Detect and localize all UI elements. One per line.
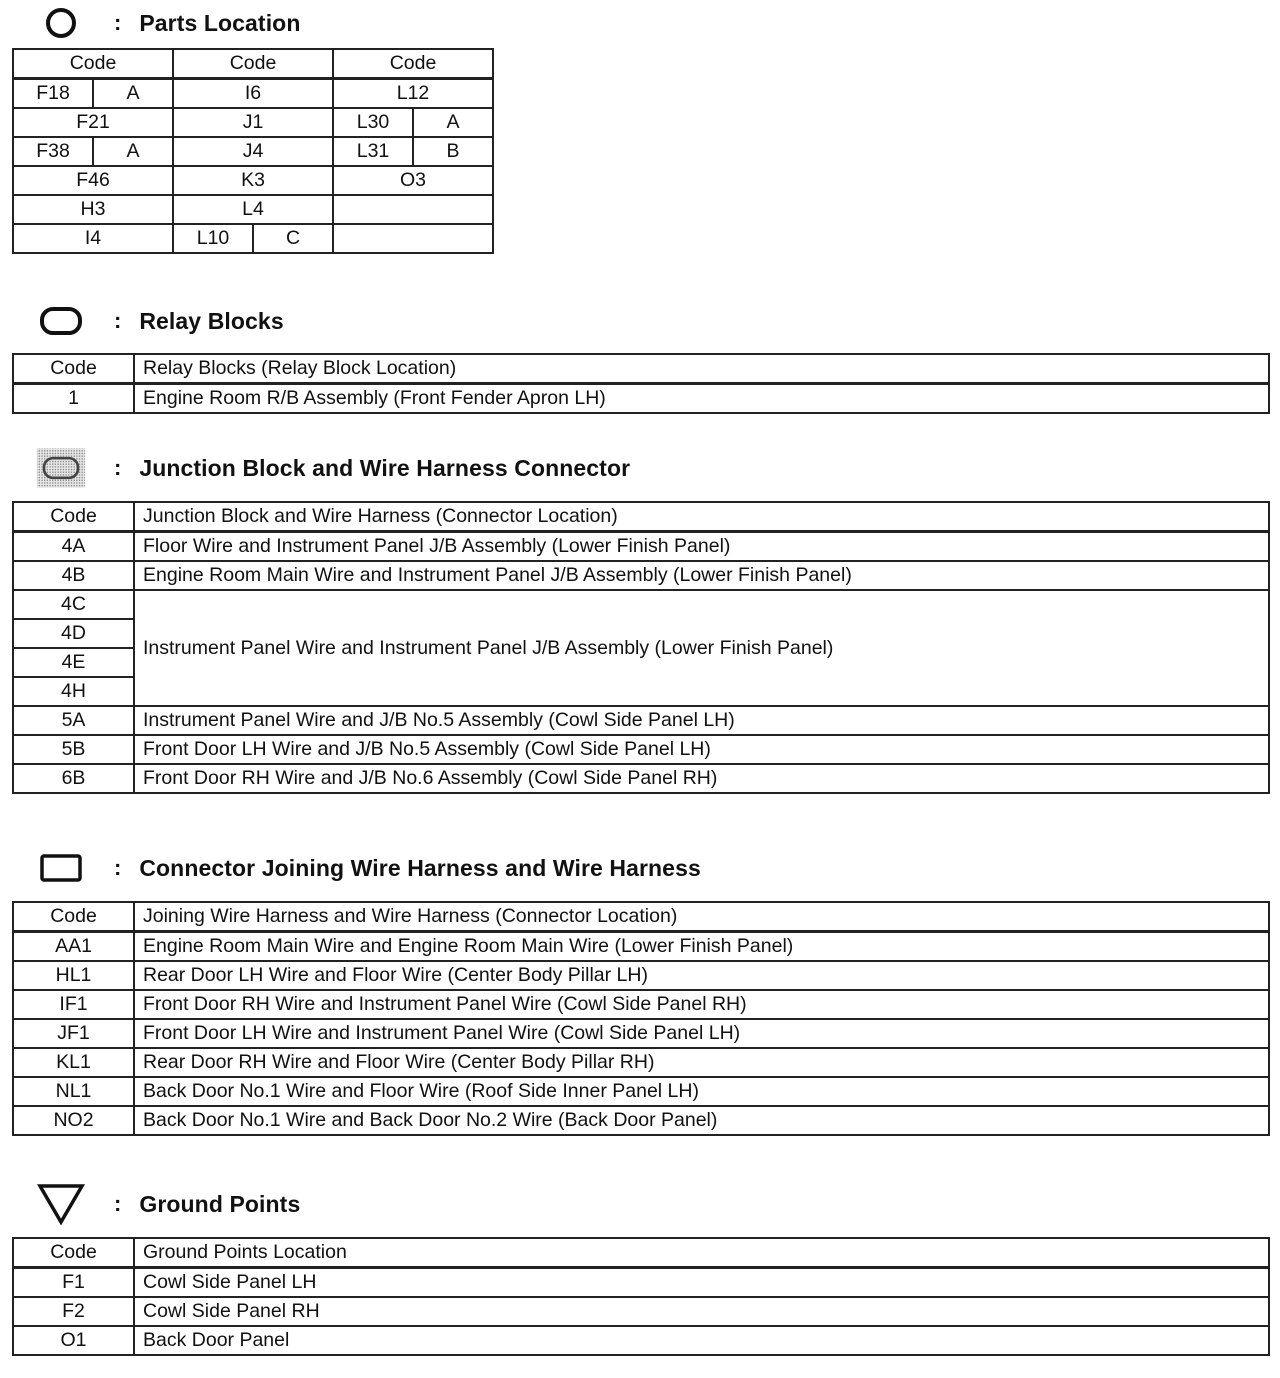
code-cell: IF1 bbox=[13, 990, 134, 1019]
description-cell: Engine Room R/B Assembly (Front Fender Apron LH) bbox=[134, 384, 1269, 414]
heading-colon: : bbox=[114, 1191, 122, 1216]
heading-colon: : bbox=[114, 855, 122, 880]
header-cell: Code bbox=[13, 354, 134, 384]
ground-points-table bbox=[12, 1237, 1270, 1356]
code-cell: I6 bbox=[173, 79, 333, 109]
table-row bbox=[13, 1268, 1269, 1298]
code-cell: L31 bbox=[333, 137, 413, 166]
section-title: Ground Points bbox=[139, 1190, 301, 1217]
description-cell: Front Door LH Wire and J/B No.5 Assembly (Cowl Side Panel LH) bbox=[134, 735, 1269, 764]
code-cell: NO2 bbox=[13, 1106, 134, 1135]
table-row bbox=[13, 384, 1269, 414]
section-title: Parts Location bbox=[139, 9, 301, 36]
sub-code-cell: A bbox=[413, 108, 493, 137]
code-cell: F46 bbox=[13, 166, 173, 195]
section-title: Junction Block and Wire Harness Connector bbox=[139, 454, 631, 481]
heading-colon: : bbox=[114, 10, 122, 35]
code-cell: O1 bbox=[13, 1326, 134, 1355]
code-cell: 4B bbox=[13, 561, 134, 590]
shaded-rounded-rectangle-icon bbox=[36, 448, 86, 488]
code-cell: HL1 bbox=[13, 961, 134, 990]
rounded-rectangle-icon bbox=[36, 301, 86, 341]
table-row bbox=[13, 1326, 1269, 1355]
table-row bbox=[13, 166, 493, 195]
sub-code-cell: A bbox=[93, 79, 173, 109]
code-cell: 6B bbox=[13, 764, 134, 793]
relay-blocks-heading bbox=[36, 301, 284, 341]
header-cell: Code bbox=[13, 902, 134, 932]
code-cell: H3 bbox=[13, 195, 173, 224]
code-cell: AA1 bbox=[13, 932, 134, 962]
table-row bbox=[13, 137, 493, 166]
header-cell: Code bbox=[333, 49, 493, 79]
code-cell: F18 bbox=[13, 79, 93, 109]
table-row bbox=[13, 990, 1269, 1019]
header-cell: Joining Wire Harness and Wire Harness (Connector Location) bbox=[134, 902, 1269, 932]
header-cell: Junction Block and Wire Harness (Connector Location) bbox=[134, 502, 1269, 532]
table-header-row bbox=[13, 49, 493, 79]
sub-code-cell: A bbox=[93, 137, 173, 166]
code-cell: KL1 bbox=[13, 1048, 134, 1077]
connector-joining-heading bbox=[36, 848, 701, 888]
description-cell: Floor Wire and Instrument Panel J/B Assembly (Lower Finish Panel) bbox=[134, 532, 1269, 562]
table-row bbox=[13, 764, 1269, 793]
description-cell: Instrument Panel Wire and Instrument Panel J/B Assembly (Lower Finish Panel) bbox=[134, 590, 1269, 706]
table-row bbox=[13, 735, 1269, 764]
table-row bbox=[13, 195, 493, 224]
sub-code-cell: C bbox=[253, 224, 333, 253]
table-row bbox=[13, 1297, 1269, 1326]
table-row bbox=[13, 108, 493, 137]
section-title: Connector Joining Wire Harness and Wire Harness bbox=[139, 854, 701, 881]
description-cell: Front Door RH Wire and Instrument Panel Wire (Cowl Side Panel RH) bbox=[134, 990, 1269, 1019]
description-cell: Back Door No.1 Wire and Back Door No.2 Wire (Back Door Panel) bbox=[134, 1106, 1269, 1135]
header-cell: Relay Blocks (Relay Block Location) bbox=[134, 354, 1269, 384]
code-cell: L4 bbox=[173, 195, 333, 224]
code-cell: L12 bbox=[333, 79, 493, 109]
description-cell: Front Door LH Wire and Instrument Panel Wire (Cowl Side Panel LH) bbox=[134, 1019, 1269, 1048]
table-row bbox=[13, 706, 1269, 735]
empty-cell bbox=[333, 195, 493, 224]
code-cell: 4A bbox=[13, 532, 134, 562]
code-cell: 4C bbox=[13, 590, 134, 619]
ground-points-heading bbox=[36, 1184, 300, 1224]
code-cell: 1 bbox=[13, 384, 134, 414]
empty-cell bbox=[333, 224, 493, 253]
description-cell: Engine Room Main Wire and Instrument Panel J/B Assembly (Lower Finish Panel) bbox=[134, 561, 1269, 590]
code-cell: F2 bbox=[13, 1297, 134, 1326]
code-cell: J1 bbox=[173, 108, 333, 137]
table-row bbox=[13, 1019, 1269, 1048]
header-cell: Code bbox=[173, 49, 333, 79]
connector-joining-table bbox=[12, 901, 1270, 1136]
heading-colon: : bbox=[114, 455, 122, 480]
table-header-row bbox=[13, 1238, 1269, 1268]
table-row bbox=[13, 590, 1269, 619]
table-row bbox=[13, 532, 1269, 562]
header-cell: Code bbox=[13, 502, 134, 532]
table-row bbox=[13, 1106, 1269, 1135]
table-row bbox=[13, 561, 1269, 590]
rectangle-icon bbox=[36, 848, 86, 888]
circle-icon bbox=[36, 3, 86, 43]
description-cell: Back Door Panel bbox=[134, 1326, 1269, 1355]
code-cell: 4E bbox=[13, 648, 134, 677]
junction-block-heading bbox=[36, 448, 630, 488]
table-row bbox=[13, 1077, 1269, 1106]
parts-location-heading bbox=[36, 3, 300, 43]
header-cell: Code bbox=[13, 1238, 134, 1268]
description-cell: Front Door RH Wire and J/B No.6 Assembly (Cowl Side Panel RH) bbox=[134, 764, 1269, 793]
code-cell: 5A bbox=[13, 706, 134, 735]
description-cell: Back Door No.1 Wire and Floor Wire (Roof Side Inner Panel LH) bbox=[134, 1077, 1269, 1106]
description-cell: Rear Door LH Wire and Floor Wire (Center Body Pillar LH) bbox=[134, 961, 1269, 990]
code-cell: J4 bbox=[173, 137, 333, 166]
code-cell: 4D bbox=[13, 619, 134, 648]
table-header-row bbox=[13, 902, 1269, 932]
code-cell: JF1 bbox=[13, 1019, 134, 1048]
description-cell: Cowl Side Panel RH bbox=[134, 1297, 1269, 1326]
code-cell: F21 bbox=[13, 108, 173, 137]
table-row bbox=[13, 961, 1269, 990]
code-cell: K3 bbox=[173, 166, 333, 195]
junction-block-table bbox=[12, 501, 1270, 794]
code-cell: 5B bbox=[13, 735, 134, 764]
description-cell: Cowl Side Panel LH bbox=[134, 1268, 1269, 1298]
table-row bbox=[13, 224, 493, 253]
code-cell: F38 bbox=[13, 137, 93, 166]
parts-location-table bbox=[12, 48, 494, 254]
description-cell: Rear Door RH Wire and Floor Wire (Center Body Pillar RH) bbox=[134, 1048, 1269, 1077]
code-cell: L30 bbox=[333, 108, 413, 137]
section-title: Relay Blocks bbox=[139, 307, 284, 334]
table-header-row bbox=[13, 502, 1269, 532]
header-cell: Code bbox=[13, 49, 173, 79]
code-cell: F1 bbox=[13, 1268, 134, 1298]
code-cell: O3 bbox=[333, 166, 493, 195]
code-cell: I4 bbox=[13, 224, 173, 253]
description-cell: Engine Room Main Wire and Engine Room Main Wire (Lower Finish Panel) bbox=[134, 932, 1269, 962]
table-row bbox=[13, 932, 1269, 962]
heading-colon: : bbox=[114, 308, 122, 333]
header-cell: Ground Points Location bbox=[134, 1238, 1269, 1268]
table-row bbox=[13, 1048, 1269, 1077]
relay-blocks-table bbox=[12, 353, 1270, 414]
sub-code-cell: B bbox=[413, 137, 493, 166]
code-cell: NL1 bbox=[13, 1077, 134, 1106]
table-header-row bbox=[13, 354, 1269, 384]
code-cell: 4H bbox=[13, 677, 134, 706]
down-triangle-icon bbox=[36, 1184, 86, 1224]
code-cell: L10 bbox=[173, 224, 253, 253]
table-row bbox=[13, 79, 493, 109]
description-cell: Instrument Panel Wire and J/B No.5 Assembly (Cowl Side Panel LH) bbox=[134, 706, 1269, 735]
